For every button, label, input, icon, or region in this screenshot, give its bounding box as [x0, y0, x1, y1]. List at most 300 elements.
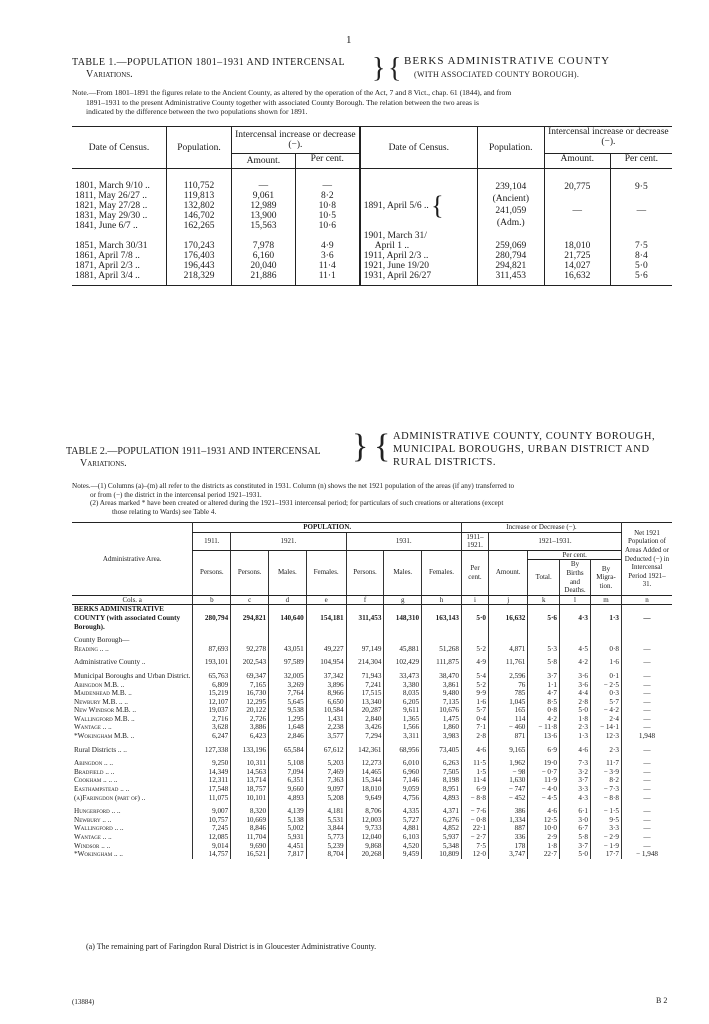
cell: 2·3: [591, 746, 622, 755]
cell: 3,426: [346, 723, 384, 732]
cell: 8,198: [422, 776, 462, 785]
table-row: 1811, May 26/27 .. 119,813 9,061 8·2: [72, 191, 672, 201]
cell: —: [232, 181, 296, 191]
cell: 7,165: [231, 681, 269, 690]
cell: 10,757: [193, 816, 231, 825]
cell: —: [622, 824, 673, 833]
cell: 7·3: [560, 759, 591, 768]
cell: 67,612: [306, 746, 346, 755]
cell: 2,238: [306, 723, 346, 732]
t2-header-net: Net 1921 Population of Areas Added or Deducted (−) in Intercensal Period 1921–31.: [622, 523, 673, 596]
t1-header-date: Date of Census.: [72, 127, 167, 169]
cell: 2·9: [528, 833, 560, 842]
t1-header-amount: Amount.: [232, 154, 296, 169]
table-row: [72, 645, 672, 654]
cell: 18,757: [231, 785, 269, 794]
cell: 12,003: [346, 816, 384, 825]
cell: 12·0: [461, 850, 488, 859]
cell: 5·6: [528, 605, 560, 631]
cell: —: [622, 681, 673, 690]
note-line: Notes.—(1) Columns (a)–(m) all refer to the districts as constituted in 1931. Column (n) shows the net 1921 population of the areas (if any) transferred to: [72, 482, 515, 490]
cell: 3,380: [384, 681, 422, 690]
cell: 6·7: [560, 824, 591, 833]
table1: [72, 126, 672, 286]
cell: 8,320: [231, 807, 269, 816]
cell: 8,966: [306, 689, 346, 698]
cell: 37,342: [306, 672, 346, 681]
cell-1891-amount: 20,775 —: [544, 181, 610, 231]
table1-title: [72, 57, 345, 81]
t1-header-population: Population.: [167, 127, 232, 169]
cell: 0·1: [591, 672, 622, 681]
cell: 17,548: [193, 785, 231, 794]
table-row: [72, 850, 672, 859]
column-letter: j: [488, 595, 527, 605]
cell: 76: [488, 681, 527, 690]
cell: 111,875: [422, 658, 462, 667]
cell: [346, 636, 384, 645]
table1-note: [72, 88, 650, 117]
cell: 2,596: [488, 672, 527, 681]
table-row: [72, 794, 672, 803]
cell: 193,101: [193, 658, 231, 667]
t2-header-births: By Births and Deaths.: [560, 560, 591, 595]
cell: 33,473: [384, 672, 422, 681]
table-row: [72, 181, 672, 191]
cell: 1,431: [306, 715, 346, 724]
note-line: those relating to Wards) see Table 4.: [112, 507, 217, 516]
t2-header-population: POPULATION.: [193, 523, 462, 533]
cell: 9·9: [461, 689, 488, 698]
cell: 3·7: [560, 842, 591, 851]
cell: 20,287: [346, 706, 384, 715]
cell: 5·7: [461, 706, 488, 715]
cell: 7,817: [269, 850, 307, 859]
cell: 3·7: [560, 776, 591, 785]
cell: 10,809: [422, 850, 462, 859]
cell: 2,716: [193, 715, 231, 724]
cell: 14,563: [231, 768, 269, 777]
table-row: 1871, April 2/3 .. 196,443 20,040 11·4 1921, June 19/20 294,821 14,027 5·0: [72, 261, 672, 271]
cell: [269, 636, 307, 645]
column-letter: c: [231, 595, 269, 605]
t1-header-amount-2: Amount.: [544, 154, 610, 169]
cell: [488, 636, 527, 645]
cell: 22·7: [528, 850, 560, 859]
cell: 9·5: [591, 816, 622, 825]
cell: 4,852: [422, 824, 462, 833]
cell: 3,886: [231, 723, 269, 732]
cell: 9,059: [384, 785, 422, 794]
cell: 6,205: [384, 698, 422, 707]
cell: 3,628: [193, 723, 231, 732]
cell: 12,311: [193, 776, 231, 785]
area-name: Bradfield .. ..: [74, 767, 115, 776]
table-row: [72, 689, 672, 698]
cell: 3,311: [384, 732, 422, 741]
cell: 6,423: [231, 732, 269, 741]
cell: 3,861: [422, 681, 462, 690]
t2-header-1911-1921: 1911–1921.: [461, 532, 488, 550]
cell: 7·5: [461, 842, 488, 851]
cell: 8,706: [346, 807, 384, 816]
column-letter: k: [528, 595, 560, 605]
cell: 19,037: [193, 706, 231, 715]
cell: 1801, March 9/10 ..: [75, 180, 150, 191]
cell: 1,630: [488, 776, 527, 785]
cell: 1·6: [591, 658, 622, 667]
t2-header-persons: Persons.: [231, 550, 269, 595]
cell: 9,459: [384, 850, 422, 859]
cell: 4,881: [384, 824, 422, 833]
table-row: [72, 723, 672, 732]
cell: 5,138: [269, 816, 307, 825]
cell: 7,764: [269, 689, 307, 698]
cell: 1·1: [528, 681, 560, 690]
area-heading-line: ADMINISTRATIVE COUNTY, COUNTY BOROUGH,: [393, 431, 656, 442]
cell: 294,821: [231, 605, 269, 631]
area-name: County Borough—: [74, 636, 130, 645]
cell: 148,310: [384, 605, 422, 631]
cell: 38,470: [422, 672, 462, 681]
cell: 280,794: [193, 605, 231, 631]
cell: 17,515: [346, 689, 384, 698]
county-subtitle: (WITH ASSOCIATED COUNTY BOROUGH).: [414, 70, 580, 79]
cell: 8,035: [384, 689, 422, 698]
cell: 9,733: [346, 824, 384, 833]
cell: − 7·3: [591, 785, 622, 794]
cell: 127,338: [193, 746, 231, 755]
cell: 1·8: [560, 715, 591, 724]
table-row: [72, 658, 672, 667]
cell: 0·3: [591, 689, 622, 698]
area-name: Abingdon .. ..: [74, 759, 114, 768]
cell: 7,146: [384, 776, 422, 785]
cell: 887: [488, 824, 527, 833]
cell: 102,429: [384, 658, 422, 667]
cell: − 0·7: [528, 768, 560, 777]
cell: 97,149: [346, 645, 384, 654]
brace-icon: {: [374, 428, 391, 465]
cell: 15,219: [193, 689, 231, 698]
cell: 6·9: [461, 785, 488, 794]
cell: 3,844: [306, 824, 346, 833]
t2-header-males: Males.: [384, 550, 422, 595]
cell: 4,181: [306, 807, 346, 816]
table-row: [72, 681, 672, 690]
cell: 1,334: [488, 816, 527, 825]
cell: 110,752: [167, 181, 232, 191]
column-letter: h: [422, 595, 462, 605]
county-title: BERKS ADMINISTRATIVE COUNTY: [404, 55, 611, 67]
column-letters-row: [72, 595, 672, 605]
cell: 12,273: [346, 759, 384, 768]
cell: 1·8: [528, 842, 560, 851]
table-row: 1881, April 3/4 .. 218,329 21,886 11·1 1931, April 26/27 311,453 16,632 5·6: [72, 271, 672, 286]
cell: [591, 636, 622, 645]
table2-notes: [72, 482, 662, 516]
cell: 9,097: [306, 785, 346, 794]
cell: − 1·5: [591, 807, 622, 816]
cell: 6,351: [269, 776, 307, 785]
cell: —: [622, 645, 673, 654]
area-name: *Wokingham M.B. ..: [74, 732, 135, 741]
cell-1891-pop: [477, 181, 544, 231]
cell: Cols. a: [72, 595, 193, 605]
t2-header-1921: 1921.: [231, 532, 346, 550]
cell: [193, 636, 231, 645]
cell: 65,763: [193, 672, 231, 681]
cell: 5,108: [269, 759, 307, 768]
cell: 163,143: [422, 605, 462, 631]
column-letter: g: [384, 595, 422, 605]
cell: 5·2: [461, 645, 488, 654]
table-row: 1821, May 27/28 .. 132,802 12,989 10·8: [72, 201, 672, 211]
t1-header-population-2: Population.: [477, 127, 544, 169]
column-letter: m: [591, 595, 622, 605]
cell: 7,505: [422, 768, 462, 777]
cell: − 8·8: [591, 794, 622, 803]
column-letter: d: [269, 595, 307, 605]
t2-header-persons: Persons.: [346, 550, 384, 595]
cell: 10·0: [528, 824, 560, 833]
table-row: 1861, April 7/8 .. 176,403 6,160 3·6 1911, April 2/3 .. 280,794 21,725 8·4: [72, 251, 672, 261]
area-name: *Wokingham .. ..: [74, 850, 123, 859]
t1-header-intercensal-2: Intercensal increase or decrease (−).: [544, 127, 672, 154]
area-name: Newbury .. ..: [74, 815, 112, 824]
cell: 8,951: [422, 785, 462, 794]
cell: 1·3: [560, 732, 591, 741]
cell: 7,241: [346, 681, 384, 690]
cell: 7,363: [306, 776, 346, 785]
cell: 4·9: [461, 658, 488, 667]
cell: − 1,948: [622, 850, 673, 859]
table-row: [72, 785, 672, 794]
cell: − 452: [488, 794, 527, 803]
table-row: [72, 768, 672, 777]
cell: 9,007: [193, 807, 231, 816]
cell: 4,520: [384, 842, 422, 851]
brace-icon: }: [372, 53, 386, 84]
cell: 97,589: [269, 658, 307, 667]
table-row: [72, 776, 672, 785]
cell-1891-pct: 9·5 —: [610, 181, 672, 231]
cell: —: [622, 605, 673, 631]
cell: [422, 636, 462, 645]
area-name: Wallingford M.B. ..: [74, 714, 135, 723]
cell: 51,268: [422, 645, 462, 654]
cell: 3,577: [306, 732, 346, 741]
t2-header-males: Males.: [269, 550, 307, 595]
cell: 1·5: [461, 768, 488, 777]
cell: 11,075: [193, 794, 231, 803]
cell: 5·8: [560, 833, 591, 842]
cell: − 747: [488, 785, 527, 794]
column-letter: l: [560, 595, 591, 605]
cell: 7·1: [461, 723, 488, 732]
cell: —: [622, 723, 673, 732]
table2: [72, 522, 672, 859]
cell: 4,335: [384, 807, 422, 816]
cell: 17·7: [591, 850, 622, 859]
cell: 154,181: [306, 605, 346, 631]
cell-1891-date: 1891, April 5/6 .. {: [360, 181, 478, 231]
cell: 1,475: [422, 715, 462, 724]
cell: 4,871: [488, 645, 527, 654]
cell: 16,521: [231, 850, 269, 859]
t2-header-females: Females.: [306, 550, 346, 595]
cell: 5,203: [306, 759, 346, 768]
t2-header-persons: Persons.: [193, 550, 231, 595]
cell: [528, 636, 560, 645]
cell: 5·0: [560, 850, 591, 859]
cell: —: [622, 698, 673, 707]
area-name: New Windsor M.B. ..: [74, 706, 136, 715]
cell: 9,868: [346, 842, 384, 851]
cell: 22·1: [461, 824, 488, 833]
cell: 142,361: [346, 746, 384, 755]
cell: 5,208: [306, 794, 346, 803]
t1-header-date-2: Date of Census.: [360, 127, 478, 169]
cell: 1,365: [384, 715, 422, 724]
cell: 5,937: [422, 833, 462, 842]
cell: [461, 636, 488, 645]
cell: 10,584: [306, 706, 346, 715]
cell: 9,250: [193, 759, 231, 768]
cell: 65,584: [269, 746, 307, 755]
note-line: or from (−) the district in the intercensal period 1921–1931.: [90, 490, 262, 499]
cell: [560, 636, 591, 645]
cell: —: [622, 658, 673, 667]
cell: 13,714: [231, 776, 269, 785]
cell: 785: [488, 689, 527, 698]
t1-header-percent: Per cent.: [295, 154, 359, 169]
cell: 165: [488, 706, 527, 715]
cell: 6,103: [384, 833, 422, 842]
cell: 4,139: [269, 807, 307, 816]
cell: − 1·9: [591, 842, 622, 851]
cell: 2·4: [591, 715, 622, 724]
cell: —: [622, 715, 673, 724]
t2-header-incdec: Increase or Decrease (−).: [461, 523, 621, 533]
cell: [384, 636, 422, 645]
t2-header-migration: By Migra- tion.: [591, 560, 622, 595]
cell: 10,669: [231, 816, 269, 825]
cell: 20,122: [231, 706, 269, 715]
cell: 114: [488, 715, 527, 724]
column-letter: i: [461, 595, 488, 605]
cell: 3,896: [306, 681, 346, 690]
area-name: Wantage .. ..: [74, 833, 112, 841]
cell: 1,962: [488, 759, 527, 768]
cell: − 4·0: [528, 785, 560, 794]
cell: 9,649: [346, 794, 384, 803]
cell: 4,371: [422, 807, 462, 816]
cell: − 460: [488, 723, 527, 732]
cell: 4,451: [269, 842, 307, 851]
cell: 5·2: [461, 681, 488, 690]
cell: 3·0: [560, 816, 591, 825]
cell: 241,059: [495, 205, 527, 216]
cell: 5·3: [528, 645, 560, 654]
cell: 6·9: [528, 746, 560, 755]
cell: 6,247: [193, 732, 231, 741]
t1-header-intercensal: Intercensal increase or decrease (−).: [232, 127, 360, 154]
cell: 14,465: [346, 768, 384, 777]
cell: 18,010: [346, 785, 384, 794]
cell: 8,846: [231, 824, 269, 833]
cell: 3·6: [560, 672, 591, 681]
t2-header-1931: 1931.: [346, 532, 461, 550]
cell: 2,726: [231, 715, 269, 724]
area-name: Easthampstead .. ..: [74, 785, 130, 794]
cell: 11,704: [231, 833, 269, 842]
cell: 5,348: [422, 842, 462, 851]
cell: 871: [488, 732, 527, 741]
cell: 140,640: [269, 605, 307, 631]
area-name: Cookham .. .. ..: [74, 776, 118, 785]
cell: 0·4: [461, 715, 488, 724]
cell: − 4·5: [528, 794, 560, 803]
cell: 7,469: [306, 768, 346, 777]
column-letter: n: [622, 595, 673, 605]
cell: 1,566: [384, 723, 422, 732]
cell: 4,893: [422, 794, 462, 803]
cell: 12·5: [528, 816, 560, 825]
cell: 5,773: [306, 833, 346, 842]
cell: 3,269: [269, 681, 307, 690]
cell: 3·2: [560, 768, 591, 777]
note-line: indicated by the difference between the two populations shown for 1891.: [86, 107, 308, 116]
area-name: Newbury M.B. .. ..: [74, 697, 128, 706]
cell: − 7·6: [461, 807, 488, 816]
table-row: [72, 824, 672, 833]
table-row: [72, 842, 672, 851]
cell: [622, 636, 673, 645]
cell: 311,453: [346, 605, 384, 631]
cell: 4·2: [528, 715, 560, 724]
cell: 4·3: [560, 794, 591, 803]
note-line: 1891–1931 to the present Administrative County together with associated County Borough. The relation between the two areas is: [86, 97, 479, 107]
area-heading-line: MUNICIPAL BOROUGHS, URBAN DISTRICT AND: [393, 444, 650, 455]
table2-body: [72, 605, 672, 859]
table1-title-line2: Variations.: [86, 69, 133, 80]
note-line: (2) Areas marked * have been created or altered during the 1921–1931 intercensal period; for particulars of such creations or alterations (except: [90, 499, 504, 508]
area-name: Reading .. ..: [74, 644, 109, 653]
cell: 3·7: [528, 672, 560, 681]
area-name: Maidenhead M.B. ..: [74, 689, 132, 698]
table2-title: [66, 446, 321, 470]
cell: —: [622, 842, 673, 851]
cell: 13,340: [346, 698, 384, 707]
cell: 11·7: [591, 759, 622, 768]
cell: 5·4: [461, 672, 488, 681]
cell: 9,480: [422, 689, 462, 698]
cell: 1,045: [488, 698, 527, 707]
cell: − 11·8: [528, 723, 560, 732]
cell: 71,943: [346, 672, 384, 681]
cell: 202,543: [231, 658, 269, 667]
cell: 2·8: [461, 732, 488, 741]
area-heading-line: RURAL DISTRICTS.: [393, 457, 497, 468]
cell: 11·5: [461, 759, 488, 768]
cell: − 14·1: [591, 723, 622, 732]
t2-header-percent: Per cent.: [528, 550, 622, 560]
cell: − 4·2: [591, 706, 622, 715]
cell: 4·5: [560, 645, 591, 654]
cell: 7,294: [346, 732, 384, 741]
cell: 2,840: [346, 715, 384, 724]
